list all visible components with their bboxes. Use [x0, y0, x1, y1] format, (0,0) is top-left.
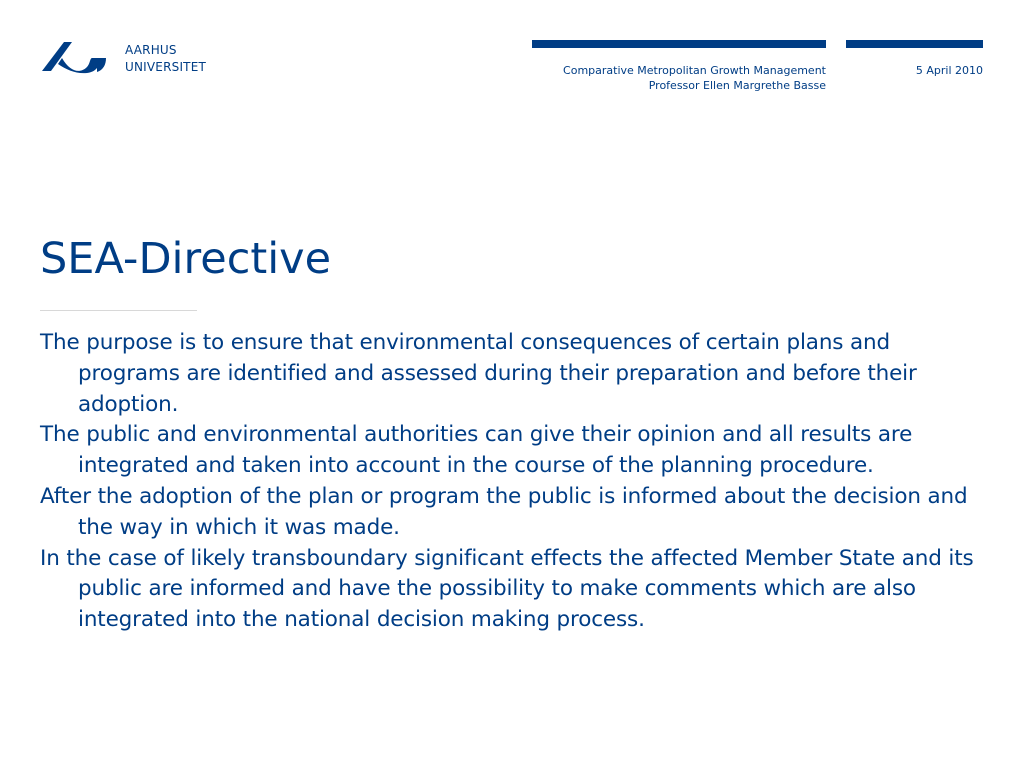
- presentation-date: 5 April 2010: [915, 64, 983, 77]
- bullet-item: The purpose is to ensure that environmental consequences of certain plans and programs are identified and assessed during their preparation and before their adoption.: [40, 330, 917, 417]
- title-divider: [40, 310, 197, 311]
- bullet-item: The public and environmental authorities can give their opinion and all results are integrated and taken into account in the course of the planning procedure.: [40, 422, 913, 479]
- aarhus-university-logo-icon: [40, 40, 108, 74]
- course-title: Comparative Metropolitan Growth Management: [563, 64, 826, 77]
- university-name-line-1: AARHUS: [125, 43, 177, 57]
- university-name: [125, 42, 206, 76]
- presenter-name: Professor Ellen Margrethe Basse: [648, 79, 826, 92]
- bullet-list: [40, 328, 990, 636]
- university-name-line-2: UNIVERSITET: [125, 60, 207, 74]
- slide-title: SEA-Directive: [40, 234, 332, 284]
- bullet-item: After the adoption of the plan or program the public is informed about the decision and the way in which it was made.: [40, 483, 968, 540]
- header-bar-left: [532, 40, 826, 48]
- bullet-item: In the case of likely transboundary significant effects the affected Member State and its public are informed and have the possibility to make comments which are also integrated into the national decision making process.: [40, 545, 974, 633]
- header-bar-right: [846, 40, 983, 48]
- presentation-meta: [563, 63, 826, 93]
